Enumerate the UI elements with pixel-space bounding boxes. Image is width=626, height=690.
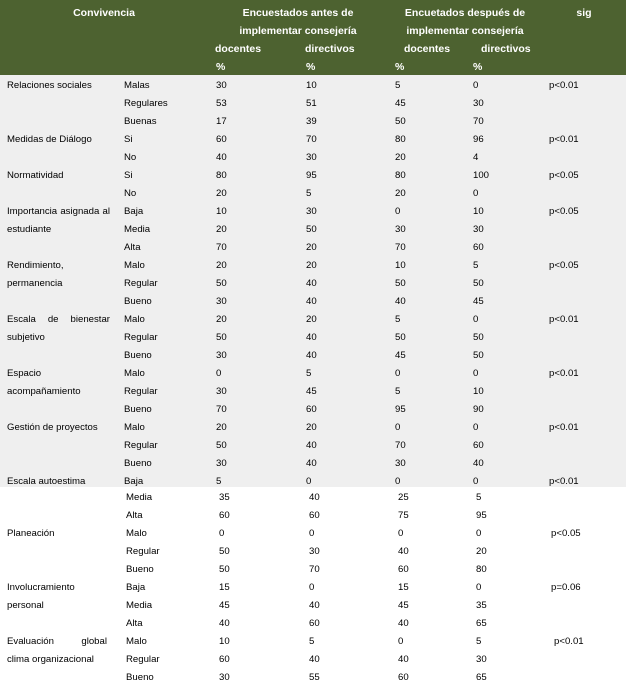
percent-value: 0 bbox=[395, 368, 401, 379]
percent-value: 30 bbox=[306, 206, 317, 217]
level-label: Regular bbox=[124, 386, 158, 397]
percent-value: 15 bbox=[398, 582, 409, 593]
percent-value: 45 bbox=[219, 600, 230, 611]
header-docentes-before: docentes bbox=[215, 43, 262, 55]
level-label: Si bbox=[124, 134, 133, 145]
percent-value: 10 bbox=[473, 206, 484, 217]
significance-value: p<0.01 bbox=[549, 368, 579, 379]
percent-value: 0 bbox=[473, 422, 479, 433]
percent-value: 0 bbox=[476, 528, 482, 539]
percent-value: 20 bbox=[306, 242, 317, 253]
header-directivos-before: directivos bbox=[305, 43, 355, 55]
significance-value: p<0.05 bbox=[549, 206, 579, 217]
percent-value: 5 bbox=[395, 386, 401, 397]
percent-value: 50 bbox=[395, 332, 406, 343]
percent-value: 60 bbox=[309, 510, 320, 521]
percent-value: 30 bbox=[395, 224, 406, 235]
percent-value: 0 bbox=[473, 476, 479, 487]
percent-value: 80 bbox=[476, 564, 487, 575]
percent-value: 30 bbox=[216, 458, 227, 469]
level-label: Bueno bbox=[126, 564, 154, 575]
level-label: Bueno bbox=[124, 350, 152, 361]
percent-value: 95 bbox=[395, 404, 406, 415]
percent-value: 45 bbox=[395, 350, 406, 361]
header-convivencia: Convivencia bbox=[73, 7, 135, 19]
percent-value: 30 bbox=[216, 386, 227, 397]
percent-value: 20 bbox=[476, 546, 487, 557]
percent-value: 50 bbox=[306, 224, 317, 235]
percent-value: 0 bbox=[216, 368, 222, 379]
percent-value: 50 bbox=[395, 278, 406, 289]
percent-value: 80 bbox=[395, 170, 406, 181]
percent-value: 40 bbox=[306, 440, 317, 451]
percent-value: 30 bbox=[473, 98, 484, 109]
level-label: Regular bbox=[126, 546, 160, 557]
level-label: Regular bbox=[124, 440, 158, 451]
level-label: Alta bbox=[126, 510, 143, 521]
level-label: Regular bbox=[124, 278, 158, 289]
percent-value: 20 bbox=[216, 188, 227, 199]
header-before-line2: implementar consejería bbox=[239, 25, 357, 37]
percent-value: 5 bbox=[309, 636, 315, 647]
percent-value: 70 bbox=[395, 440, 406, 451]
percent-value: 40 bbox=[216, 152, 227, 163]
percent-value: 96 bbox=[473, 134, 484, 145]
percent-value: 45 bbox=[398, 600, 409, 611]
percent-value: 60 bbox=[219, 654, 230, 665]
row-label: Gestión de proyectos bbox=[7, 422, 98, 433]
row-label: Medidas de Diálogo bbox=[7, 134, 92, 145]
level-label: Malo bbox=[126, 528, 147, 539]
percent-value: 35 bbox=[219, 492, 230, 503]
header-sig: sig bbox=[576, 7, 592, 19]
percent-value: 0 bbox=[398, 528, 404, 539]
percent-value: 25 bbox=[398, 492, 409, 503]
percent-value: 50 bbox=[473, 278, 484, 289]
percent-value: 20 bbox=[216, 422, 227, 433]
level-label: Media bbox=[126, 600, 153, 611]
percent-value: 5 bbox=[476, 636, 482, 647]
significance-value: p<0.01 bbox=[549, 80, 579, 91]
level-label: Bueno bbox=[124, 458, 152, 469]
percent-value: 95 bbox=[306, 170, 317, 181]
level-label: Baja bbox=[124, 476, 144, 487]
percent-value: 30 bbox=[216, 296, 227, 307]
percent-value: 20 bbox=[306, 422, 317, 433]
percent-value: 45 bbox=[395, 98, 406, 109]
percent-value: 0 bbox=[309, 582, 315, 593]
percent-value: 0 bbox=[395, 476, 401, 487]
percent-value: 50 bbox=[473, 350, 484, 361]
percent-value: 70 bbox=[216, 404, 227, 415]
percent-value: 53 bbox=[216, 98, 227, 109]
percent-value: 40 bbox=[395, 296, 406, 307]
percent-value: 80 bbox=[395, 134, 406, 145]
percent-value: 60 bbox=[398, 672, 409, 683]
percent-value: 20 bbox=[216, 260, 227, 271]
level-label: Malo bbox=[126, 636, 147, 647]
percent-value: 60 bbox=[306, 404, 317, 415]
percent-value: 10 bbox=[473, 386, 484, 397]
percent-value: 60 bbox=[216, 134, 227, 145]
percent-value: 20 bbox=[306, 260, 317, 271]
header-pct-2: % bbox=[306, 61, 316, 73]
percent-value: 50 bbox=[473, 332, 484, 343]
percent-value: 40 bbox=[306, 458, 317, 469]
header-before-line1: Encuestados antes de bbox=[242, 7, 354, 19]
percent-value: 70 bbox=[473, 116, 484, 127]
percent-value: 40 bbox=[306, 296, 317, 307]
level-label: Regulares bbox=[124, 98, 168, 109]
percent-value: 75 bbox=[398, 510, 409, 521]
percent-value: 40 bbox=[309, 654, 320, 665]
percent-value: 70 bbox=[216, 242, 227, 253]
percent-value: 30 bbox=[476, 654, 487, 665]
row-label: Importancia asignada al estudiante bbox=[7, 206, 110, 235]
percent-value: 0 bbox=[398, 636, 404, 647]
percent-value: 10 bbox=[216, 206, 227, 217]
level-label: Buenas bbox=[124, 116, 157, 127]
significance-value: p<0.01 bbox=[549, 134, 579, 145]
percent-value: 40 bbox=[306, 278, 317, 289]
percent-value: 17 bbox=[216, 116, 227, 127]
header-pct-1: % bbox=[216, 61, 226, 73]
level-label: Baja bbox=[126, 582, 146, 593]
row-label: Normatividad bbox=[7, 170, 64, 181]
percent-value: 0 bbox=[473, 188, 479, 199]
percent-value: 5 bbox=[476, 492, 482, 503]
percent-value: 60 bbox=[219, 510, 230, 521]
percent-value: 45 bbox=[306, 386, 317, 397]
row-label: Espacio acompañamiento bbox=[7, 368, 81, 397]
percent-value: 20 bbox=[216, 314, 227, 325]
percent-value: 70 bbox=[306, 134, 317, 145]
percent-value: 40 bbox=[306, 332, 317, 343]
percent-value: 5 bbox=[395, 314, 401, 325]
percent-value: 51 bbox=[306, 98, 317, 109]
percent-value: 5 bbox=[216, 476, 222, 487]
percent-value: 70 bbox=[395, 242, 406, 253]
row-label: Evaluación global clima organizacional bbox=[7, 636, 107, 665]
percent-value: 50 bbox=[216, 278, 227, 289]
header-after-line2: implementar consejería bbox=[406, 25, 524, 37]
percent-value: 10 bbox=[395, 260, 406, 271]
percent-value: 20 bbox=[216, 224, 227, 235]
level-label: Bueno bbox=[126, 672, 154, 683]
percent-value: 40 bbox=[398, 654, 409, 665]
level-label: No bbox=[124, 152, 137, 163]
significance-value: p<0.01 bbox=[549, 476, 579, 487]
level-label: Malo bbox=[124, 314, 145, 325]
percent-value: 40 bbox=[306, 350, 317, 361]
percent-value: 90 bbox=[473, 404, 484, 415]
row-label: Rendimiento, permanencia bbox=[7, 260, 64, 289]
percent-value: 15 bbox=[219, 582, 230, 593]
percent-value: 30 bbox=[473, 224, 484, 235]
percent-value: 30 bbox=[216, 350, 227, 361]
percent-value: 40 bbox=[219, 618, 230, 629]
level-label: Malo bbox=[124, 260, 145, 271]
percent-value: 40 bbox=[473, 458, 484, 469]
row-label: Escala de bienestar subjetivo bbox=[7, 314, 110, 343]
level-label: Malo bbox=[124, 368, 145, 379]
level-label: Alta bbox=[126, 618, 143, 629]
percent-value: 50 bbox=[216, 332, 227, 343]
header-after-line1: Encuetados después de bbox=[404, 7, 526, 19]
percent-value: 80 bbox=[216, 170, 227, 181]
significance-value: p<0.01 bbox=[554, 636, 584, 647]
percent-value: 0 bbox=[473, 80, 479, 91]
percent-value: 50 bbox=[219, 564, 230, 575]
significance-value: p<0.01 bbox=[549, 314, 579, 325]
header-pct-3: % bbox=[395, 61, 405, 73]
percent-value: 40 bbox=[309, 600, 320, 611]
percent-value: 95 bbox=[476, 510, 487, 521]
level-label: Malas bbox=[124, 80, 150, 91]
percent-value: 30 bbox=[306, 152, 317, 163]
percent-value: 20 bbox=[395, 188, 406, 199]
percent-value: 5 bbox=[306, 368, 312, 379]
percent-value: 0 bbox=[476, 582, 482, 593]
significance-value: p<0.05 bbox=[549, 170, 579, 181]
row-label: Escala autoestima bbox=[7, 476, 86, 487]
significance-value: p<0.01 bbox=[549, 422, 579, 433]
table-header bbox=[0, 0, 626, 75]
level-label: Media bbox=[126, 492, 153, 503]
level-label: Si bbox=[124, 170, 133, 181]
significance-value: p<0.05 bbox=[551, 528, 581, 539]
percent-value: 50 bbox=[216, 440, 227, 451]
percent-value: 30 bbox=[309, 546, 320, 557]
percent-value: 5 bbox=[395, 80, 401, 91]
percent-value: 60 bbox=[309, 618, 320, 629]
percent-value: 0 bbox=[473, 314, 479, 325]
level-label: No bbox=[124, 188, 137, 199]
header-docentes-after: docentes bbox=[404, 43, 451, 55]
percent-value: 10 bbox=[219, 636, 230, 647]
significance-value: p=0.06 bbox=[551, 582, 581, 593]
percent-value: 50 bbox=[219, 546, 230, 557]
level-label: Regular bbox=[126, 654, 160, 665]
percent-value: 60 bbox=[398, 564, 409, 575]
percent-value: 40 bbox=[309, 492, 320, 503]
level-label: Bueno bbox=[124, 296, 152, 307]
level-label: Media bbox=[124, 224, 151, 235]
header-directivos-after: directivos bbox=[481, 43, 531, 55]
percent-value: 30 bbox=[219, 672, 230, 683]
percent-value: 10 bbox=[306, 80, 317, 91]
level-label: Baja bbox=[124, 206, 144, 217]
percent-value: 40 bbox=[398, 546, 409, 557]
percent-value: 40 bbox=[398, 618, 409, 629]
header-pct-4: % bbox=[473, 61, 483, 73]
percent-value: 0 bbox=[306, 476, 312, 487]
percent-value: 55 bbox=[309, 672, 320, 683]
row-label: Involucramiento personal bbox=[7, 582, 75, 611]
significance-value: p<0.05 bbox=[549, 260, 579, 271]
percent-value: 0 bbox=[395, 206, 401, 217]
row-label: Relaciones sociales bbox=[7, 80, 92, 91]
percent-value: 30 bbox=[216, 80, 227, 91]
percent-value: 50 bbox=[395, 116, 406, 127]
percent-value: 20 bbox=[395, 152, 406, 163]
percent-value: 35 bbox=[476, 600, 487, 611]
percent-value: 5 bbox=[306, 188, 312, 199]
percent-value: 39 bbox=[306, 116, 317, 127]
percent-value: 65 bbox=[476, 618, 487, 629]
percent-value: 0 bbox=[309, 528, 315, 539]
percent-value: 70 bbox=[309, 564, 320, 575]
percent-value: 60 bbox=[473, 242, 484, 253]
level-label: Regular bbox=[124, 332, 158, 343]
row-label: Planeación bbox=[7, 528, 55, 539]
percent-value: 45 bbox=[473, 296, 484, 307]
percent-value: 60 bbox=[473, 440, 484, 451]
percent-value: 0 bbox=[473, 368, 479, 379]
percent-value: 30 bbox=[395, 458, 406, 469]
percent-value: 5 bbox=[473, 260, 479, 271]
level-label: Alta bbox=[124, 242, 141, 253]
percent-value: 65 bbox=[476, 672, 487, 683]
percent-value: 100 bbox=[473, 170, 490, 181]
percent-value: 4 bbox=[473, 152, 479, 163]
percent-value: 0 bbox=[219, 528, 225, 539]
percent-value: 20 bbox=[306, 314, 317, 325]
level-label: Bueno bbox=[124, 404, 152, 415]
percent-value: 0 bbox=[395, 422, 401, 433]
level-label: Malo bbox=[124, 422, 145, 433]
